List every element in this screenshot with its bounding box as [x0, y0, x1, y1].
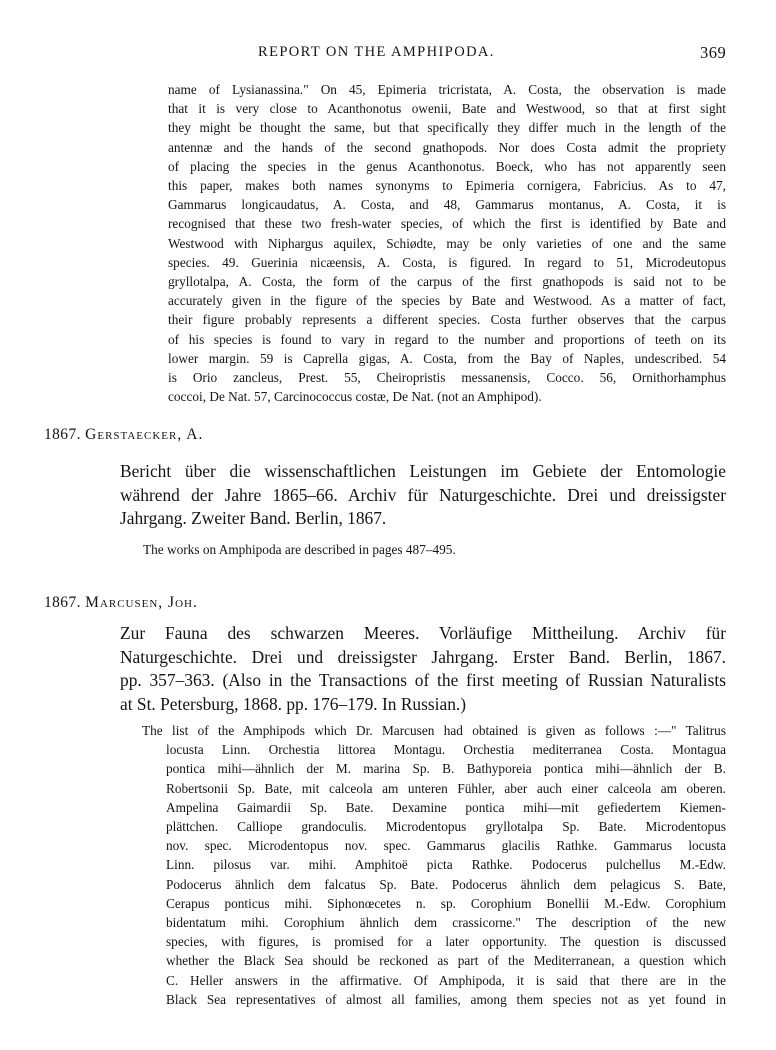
citation-line: Zur Fauna des schwarzen Meeres. Vorläufige Mittheilung. Archiv für [120, 623, 726, 643]
text-line: C. Heller answers in the affirmative. Of Amphipoda, it is said that there are in the [166, 972, 726, 988]
text-line: is Orio zancleus, Prest. 55, Cheiropristis messanensis, Cocco. 56, Ornithorhamphus [168, 370, 726, 386]
text-line: this paper, makes both names synonyms to Epimeria cornigera, Fabricius. As to 47, [168, 178, 726, 194]
entry-year: 1867. [44, 594, 81, 611]
text-line: species, with figures, is promised for a later opportunity. The question is discussed [166, 934, 726, 950]
running-title: REPORT ON THE AMPHIPODA. [258, 44, 495, 60]
citation-line: während der Jahre 1865–66. Archiv für Naturgeschichte. Drei und dreissigster [120, 484, 726, 505]
page-number: 369 [700, 43, 727, 62]
text-line: Robertsonii Sp. Bate, mit calceola am unteren Fühler, aber auch einer calceola am oberen. [166, 780, 726, 796]
citation-line: Bericht über die wissenschaftlichen Leistungen im Gebiete der Entomologie [120, 461, 726, 481]
text-line: coccoi, De Nat. 57, Carcinococcus costæ, De Nat. (not an Amphipod). [168, 389, 542, 405]
text-line: Black Sea representatives of almost all families, among them species not as yet found in [166, 991, 726, 1007]
text-line: Linn. pilosus var. mihi. Amphitoë picta Rathke. Podocerus pulchellus M.-Edw. [166, 857, 726, 873]
text-line: name of Lysianassina." On 45, Epimeria tricristata, A. Costa, the observation is made [168, 82, 726, 97]
text-line: accurately given in the figure of the species by Bate and Westwood. As a matter of fact, [168, 293, 726, 309]
entry-year: 1867. [44, 426, 81, 443]
entry-author: Gerstaecker, A. [85, 426, 204, 443]
text-line: of placing the species in the genus Acanthonotus. Boeck, who has not apparently seen [168, 158, 726, 174]
text-line: species. 49. Guerinia nicæensis, A. Costa, is figured. In regard to 51, Microdeutopus [168, 254, 726, 270]
text-line: gryllotalpa, A. Costa, the form of the carpus of the first gnathopods is said not to be [168, 274, 726, 290]
text-line: nov. spec. Microdentopus nov. spec. Gammarus glacilis Rathke. Gammarus locusta [166, 838, 726, 854]
running-header [0, 44, 776, 64]
text-line: recognised that these two fresh-water species, of which the first is identified by Bate and [168, 216, 726, 232]
citation-line: at St. Petersburg, 1868. pp. 176–179. In Russian.) [120, 693, 467, 714]
text-line: lower margin. 59 is Caprella gigas, A. Costa, from the Bay of Naples, undescribed. 54 [168, 350, 726, 366]
entry-heading-gerstaecker [44, 426, 203, 444]
text-line: Cerapus ponticus mihi. Siphonœcetes n. sp. Corophium Bonellii M.-Edw. Corophium [166, 895, 726, 911]
text-line: Westwood with Niphargus aquilex, Schiødte, may be only varieties of one and the same [168, 235, 726, 251]
text-line: their figure probably represents a different species. Costa further observes that the carpus [168, 312, 726, 328]
text-line: of his species is found to vary in regard to the number and proportions of teeth on its [168, 331, 726, 347]
text-line: pontica mihi—ähnlich der M. marina Sp. B. Bathyporeia pontica mihi—ähnlich der B. [166, 761, 726, 777]
text-line: Gammarus longicaudatus, A. Costa, and 48, Gammarus montanus, A. Costa, it is [168, 197, 726, 213]
text-line: Ampelina Gaimardii Sp. Bate. Dexamine pontica mihi—mit gefiedertem Kiemen- [166, 799, 726, 815]
text-line: antennæ and the hands of the second gnathopods. Nor does Costa admit the propriety [168, 139, 726, 155]
text-line: they might be thought the same, but that specifically they differ much in the length of the [168, 120, 726, 136]
costa-paragraph [168, 80, 726, 406]
text-line: The list of the Amphipods which Dr. Marcusen had obtained is given as follows :—" Talitrus [142, 723, 726, 738]
citation-line: Jahrgang. Zweiter Band. Berlin, 1867. [120, 508, 387, 529]
gerstaecker-citation [120, 460, 726, 531]
text-line: whether the Black Sea should be reckoned as part of the Mediterranean, a question which [166, 953, 726, 969]
marcusen-citation [120, 622, 726, 716]
gerstaecker-note: The works on Amphipoda are described in pages 487–495. [143, 542, 456, 557]
text-line: Podocerus ähnlich dem falcatus Sp. Bate. Podocerus ähnlich dem pelagicus S. Bate, [166, 876, 726, 892]
citation-line: Naturgeschichte. Drei und dreissigster Jahrgang. Erster Band. Berlin, 1867. [120, 646, 726, 667]
text-line: bidentatum mihi. Corophium ähnlich dem crassicorne." The description of the new [166, 915, 726, 931]
marcusen-summary [142, 721, 726, 1009]
text-line: locusta Linn. Orchestia littorea Montagu. Orchestia mediterranea Costa. Montagua [166, 742, 726, 758]
entry-author: Marcusen, Joh. [85, 594, 198, 611]
entry-heading-marcusen [44, 594, 198, 612]
text-line: plättchen. Calliope grandoculis. Microdentopus gryllotalpa Sp. Bate. Microdentopus [166, 819, 726, 835]
citation-line: pp. 357–363. (Also in the Transactions of the first meeting of Russian Naturalists [120, 670, 726, 691]
text-line: that it is very close to Acanthonotus owenii, Bate and Westwood, so that at first sight [168, 101, 726, 117]
